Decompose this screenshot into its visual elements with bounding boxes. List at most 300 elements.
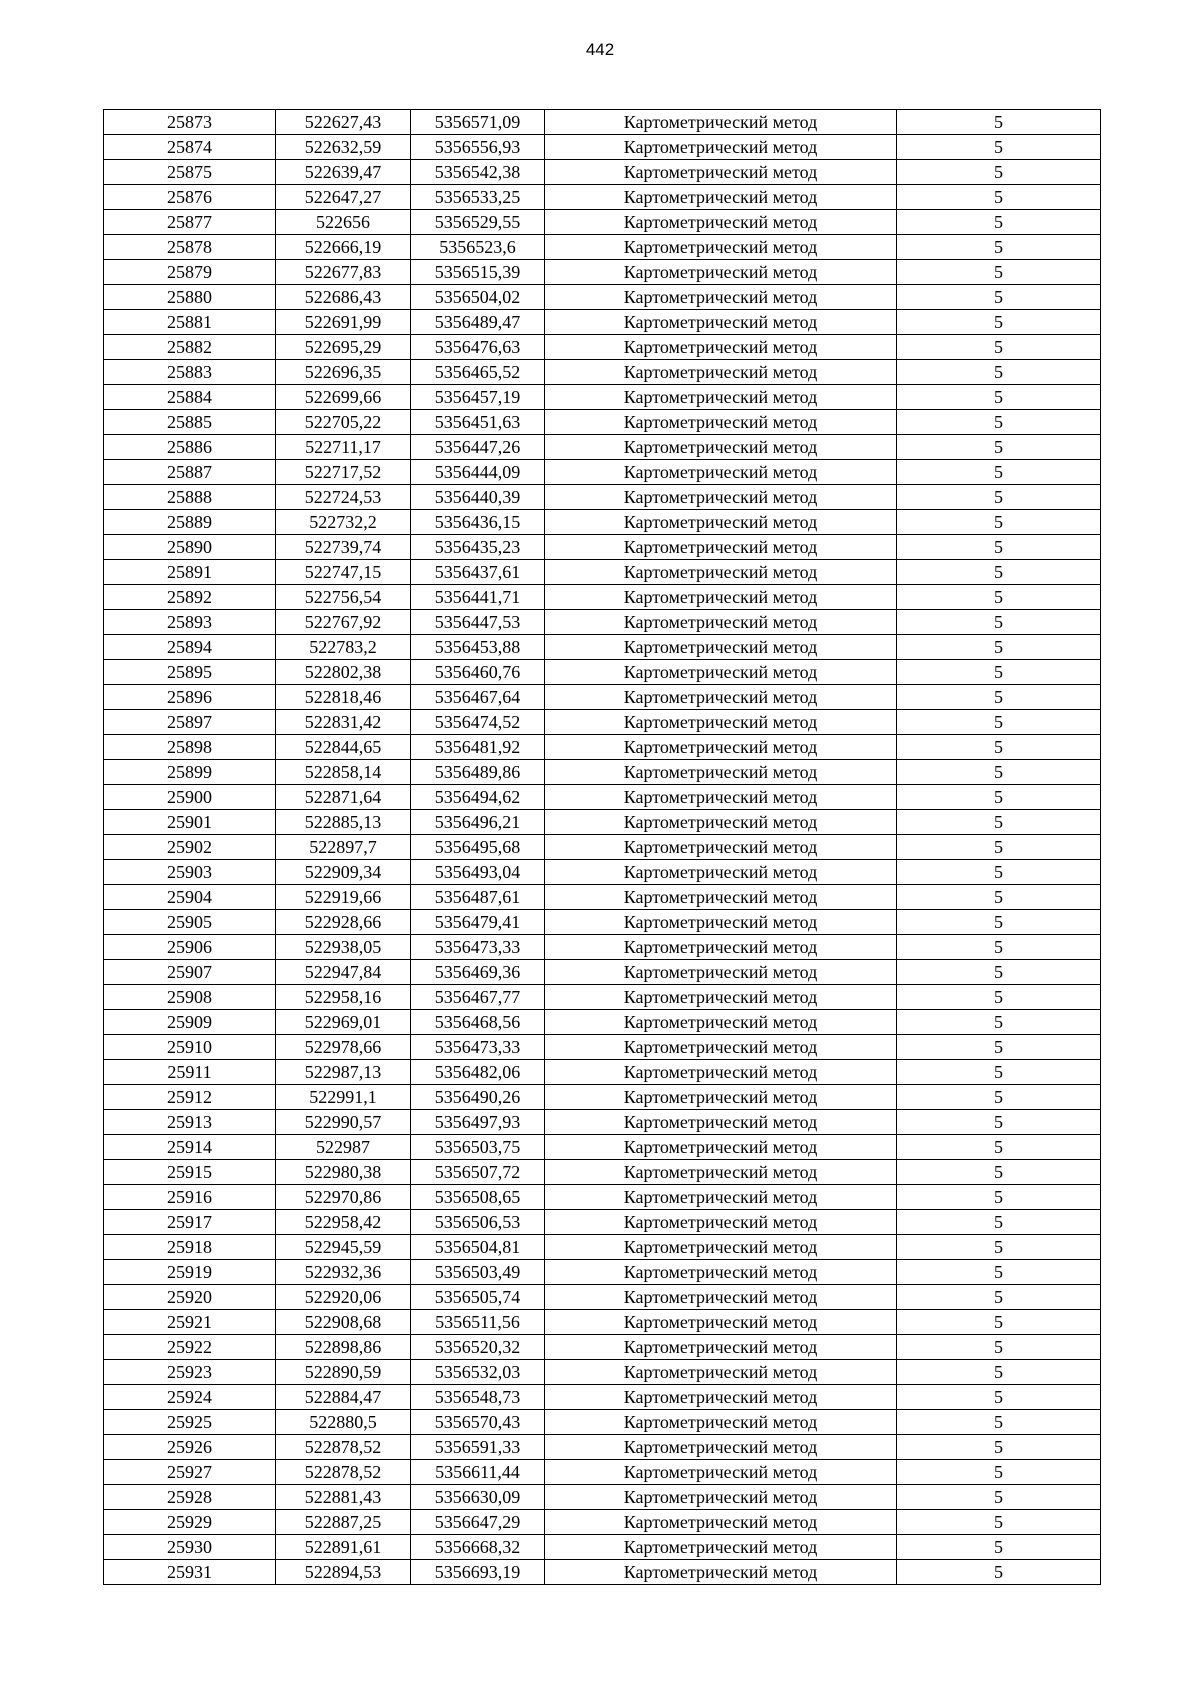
table-row: [104, 885, 1101, 910]
accuracy-cell: 5: [897, 1210, 1101, 1235]
y-coordinate-cell: 5356487,61: [411, 885, 545, 910]
y-coordinate-cell: 5356489,86: [411, 760, 545, 785]
x-coordinate-cell: 522898,86: [276, 1335, 411, 1360]
method-cell: Картометрический метод: [545, 1085, 897, 1110]
y-coordinate-cell: 5356570,43: [411, 1410, 545, 1435]
method-cell: Картометрический метод: [545, 710, 897, 735]
x-coordinate-cell: 522991,1: [276, 1085, 411, 1110]
point-number-cell: 25908: [104, 985, 276, 1010]
x-coordinate-cell: 522627,43: [276, 110, 411, 135]
x-coordinate-cell: 522639,47: [276, 160, 411, 185]
y-coordinate-cell: 5356556,93: [411, 135, 545, 160]
point-number-cell: 25895: [104, 660, 276, 685]
point-number-cell: 25920: [104, 1285, 276, 1310]
method-cell: Картометрический метод: [545, 1260, 897, 1285]
table-row: [104, 135, 1101, 160]
y-coordinate-cell: 5356507,72: [411, 1160, 545, 1185]
accuracy-cell: 5: [897, 1185, 1101, 1210]
method-cell: Картометрический метод: [545, 535, 897, 560]
x-coordinate-cell: 522938,05: [276, 935, 411, 960]
table-row: [104, 1135, 1101, 1160]
accuracy-cell: 5: [897, 185, 1101, 210]
table-row: [104, 1010, 1101, 1035]
y-coordinate-cell: 5356571,09: [411, 110, 545, 135]
x-coordinate-cell: 522885,13: [276, 810, 411, 835]
method-cell: Картометрический метод: [545, 1110, 897, 1135]
point-number-cell: 25880: [104, 285, 276, 310]
point-number-cell: 25877: [104, 210, 276, 235]
table-row: [104, 185, 1101, 210]
x-coordinate-cell: 522980,38: [276, 1160, 411, 1185]
x-coordinate-cell: 522724,53: [276, 485, 411, 510]
x-coordinate-cell: 522891,61: [276, 1535, 411, 1560]
x-coordinate-cell: 522897,7: [276, 835, 411, 860]
point-number-cell: 25891: [104, 560, 276, 585]
point-number-cell: 25928: [104, 1485, 276, 1510]
point-number-cell: 25898: [104, 735, 276, 760]
table-row: [104, 1310, 1101, 1335]
x-coordinate-cell: 522884,47: [276, 1385, 411, 1410]
accuracy-cell: 5: [897, 110, 1101, 135]
accuracy-cell: 5: [897, 1385, 1101, 1410]
table-row: [104, 1035, 1101, 1060]
point-number-cell: 25924: [104, 1385, 276, 1410]
x-coordinate-cell: 522887,25: [276, 1510, 411, 1535]
y-coordinate-cell: 5356503,49: [411, 1260, 545, 1285]
x-coordinate-cell: 522990,57: [276, 1110, 411, 1135]
accuracy-cell: 5: [897, 460, 1101, 485]
y-coordinate-cell: 5356504,81: [411, 1235, 545, 1260]
accuracy-cell: 5: [897, 1285, 1101, 1310]
x-coordinate-cell: 522739,74: [276, 535, 411, 560]
method-cell: Картометрический метод: [545, 1235, 897, 1260]
page-number: 442: [585, 40, 615, 59]
x-coordinate-cell: 522920,06: [276, 1285, 411, 1310]
y-coordinate-cell: 5356506,53: [411, 1210, 545, 1235]
y-coordinate-cell: 5356467,64: [411, 685, 545, 710]
x-coordinate-cell: 522909,34: [276, 860, 411, 885]
x-coordinate-cell: 522632,59: [276, 135, 411, 160]
method-cell: Картометрический метод: [545, 110, 897, 135]
method-cell: Картометрический метод: [545, 910, 897, 935]
y-coordinate-cell: 5356504,02: [411, 285, 545, 310]
accuracy-cell: 5: [897, 260, 1101, 285]
table-row: [104, 585, 1101, 610]
accuracy-cell: 5: [897, 1160, 1101, 1185]
accuracy-cell: 5: [897, 1335, 1101, 1360]
table-row: [104, 735, 1101, 760]
method-cell: Картометрический метод: [545, 1410, 897, 1435]
method-cell: Картометрический метод: [545, 1435, 897, 1460]
accuracy-cell: 5: [897, 860, 1101, 885]
accuracy-cell: 5: [897, 735, 1101, 760]
x-coordinate-cell: 522987,13: [276, 1060, 411, 1085]
y-coordinate-cell: 5356495,68: [411, 835, 545, 860]
method-cell: Картометрический метод: [545, 1335, 897, 1360]
x-coordinate-cell: 522958,16: [276, 985, 411, 1010]
y-coordinate-cell: 5356453,88: [411, 635, 545, 660]
y-coordinate-cell: 5356508,65: [411, 1185, 545, 1210]
point-number-cell: 25878: [104, 235, 276, 260]
method-cell: Картометрический метод: [545, 435, 897, 460]
y-coordinate-cell: 5356473,33: [411, 935, 545, 960]
table-row: [104, 985, 1101, 1010]
accuracy-cell: 5: [897, 1235, 1101, 1260]
point-number-cell: 25910: [104, 1035, 276, 1060]
point-number-cell: 25927: [104, 1460, 276, 1485]
method-cell: Картометрический метод: [545, 160, 897, 185]
point-number-cell: 25926: [104, 1435, 276, 1460]
table-row: [104, 635, 1101, 660]
method-cell: Картометрический метод: [545, 385, 897, 410]
x-coordinate-cell: 522767,92: [276, 610, 411, 635]
x-coordinate-cell: 522880,5: [276, 1410, 411, 1435]
y-coordinate-cell: 5356630,09: [411, 1485, 545, 1510]
method-cell: Картометрический метод: [545, 760, 897, 785]
x-coordinate-cell: 522711,17: [276, 435, 411, 460]
x-coordinate-cell: 522647,27: [276, 185, 411, 210]
accuracy-cell: 5: [897, 1360, 1101, 1385]
point-number-cell: 25907: [104, 960, 276, 985]
table-row: [104, 285, 1101, 310]
accuracy-cell: 5: [897, 960, 1101, 985]
x-coordinate-cell: 522695,29: [276, 335, 411, 360]
point-number-cell: 25900: [104, 785, 276, 810]
accuracy-cell: 5: [897, 535, 1101, 560]
x-coordinate-cell: 522871,64: [276, 785, 411, 810]
x-coordinate-cell: 522756,54: [276, 585, 411, 610]
x-coordinate-cell: 522691,99: [276, 310, 411, 335]
accuracy-cell: 5: [897, 1435, 1101, 1460]
accuracy-cell: 5: [897, 660, 1101, 685]
x-coordinate-cell: 522919,66: [276, 885, 411, 910]
point-number-cell: 25892: [104, 585, 276, 610]
accuracy-cell: 5: [897, 910, 1101, 935]
accuracy-cell: 5: [897, 785, 1101, 810]
method-cell: Картометрический метод: [545, 1535, 897, 1560]
accuracy-cell: 5: [897, 1560, 1101, 1585]
x-coordinate-cell: 522970,86: [276, 1185, 411, 1210]
point-number-cell: 25893: [104, 610, 276, 635]
accuracy-cell: 5: [897, 510, 1101, 535]
table-row: [104, 360, 1101, 385]
y-coordinate-cell: 5356489,47: [411, 310, 545, 335]
method-cell: Картометрический метод: [545, 485, 897, 510]
y-coordinate-cell: 5356490,26: [411, 1085, 545, 1110]
accuracy-cell: 5: [897, 1310, 1101, 1335]
table-row: [104, 260, 1101, 285]
accuracy-cell: 5: [897, 685, 1101, 710]
point-number-cell: 25916: [104, 1185, 276, 1210]
y-coordinate-cell: 5356468,56: [411, 1010, 545, 1035]
table-row: [104, 710, 1101, 735]
method-cell: Картометрический метод: [545, 360, 897, 385]
table-row: [104, 910, 1101, 935]
y-coordinate-cell: 5356520,32: [411, 1335, 545, 1360]
method-cell: Картометрический метод: [545, 335, 897, 360]
accuracy-cell: 5: [897, 835, 1101, 860]
point-number-cell: 25914: [104, 1135, 276, 1160]
x-coordinate-cell: 522818,46: [276, 685, 411, 710]
table-row: [104, 785, 1101, 810]
method-cell: Картометрический метод: [545, 410, 897, 435]
y-coordinate-cell: 5356494,62: [411, 785, 545, 810]
table-row: [104, 510, 1101, 535]
point-number-cell: 25882: [104, 335, 276, 360]
table-row: [104, 385, 1101, 410]
y-coordinate-cell: 5356533,25: [411, 185, 545, 210]
accuracy-cell: 5: [897, 135, 1101, 160]
accuracy-cell: 5: [897, 585, 1101, 610]
accuracy-cell: 5: [897, 410, 1101, 435]
method-cell: Картометрический метод: [545, 635, 897, 660]
y-coordinate-cell: 5356444,09: [411, 460, 545, 485]
method-cell: Картометрический метод: [545, 1310, 897, 1335]
accuracy-cell: 5: [897, 285, 1101, 310]
table-row: [104, 1460, 1101, 1485]
x-coordinate-cell: 522696,35: [276, 360, 411, 385]
x-coordinate-cell: 522894,53: [276, 1560, 411, 1585]
accuracy-cell: 5: [897, 885, 1101, 910]
y-coordinate-cell: 5356515,39: [411, 260, 545, 285]
method-cell: Картометрический метод: [545, 810, 897, 835]
y-coordinate-cell: 5356497,93: [411, 1110, 545, 1135]
x-coordinate-cell: 522881,43: [276, 1485, 411, 1510]
point-number-cell: 25909: [104, 1010, 276, 1035]
accuracy-cell: 5: [897, 985, 1101, 1010]
x-coordinate-cell: 522686,43: [276, 285, 411, 310]
method-cell: Картометрический метод: [545, 660, 897, 685]
accuracy-cell: 5: [897, 810, 1101, 835]
method-cell: Картометрический метод: [545, 510, 897, 535]
table-row: [104, 1285, 1101, 1310]
y-coordinate-cell: 5356542,38: [411, 160, 545, 185]
y-coordinate-cell: 5356451,63: [411, 410, 545, 435]
table-row: [104, 160, 1101, 185]
point-number-cell: 25876: [104, 185, 276, 210]
method-cell: Картометрический метод: [545, 1135, 897, 1160]
method-cell: Картометрический метод: [545, 210, 897, 235]
table-row: [104, 1385, 1101, 1410]
method-cell: Картометрический метод: [545, 185, 897, 210]
y-coordinate-cell: 5356469,36: [411, 960, 545, 985]
y-coordinate-cell: 5356503,75: [411, 1135, 545, 1160]
table-row: [104, 1260, 1101, 1285]
point-number-cell: 25919: [104, 1260, 276, 1285]
x-coordinate-cell: 522932,36: [276, 1260, 411, 1285]
table-row: [104, 1160, 1101, 1185]
y-coordinate-cell: 5356465,52: [411, 360, 545, 385]
point-number-cell: 25904: [104, 885, 276, 910]
accuracy-cell: 5: [897, 1035, 1101, 1060]
accuracy-cell: 5: [897, 610, 1101, 635]
table-row: [104, 335, 1101, 360]
table-row: [104, 960, 1101, 985]
y-coordinate-cell: 5356647,29: [411, 1510, 545, 1535]
accuracy-cell: 5: [897, 1085, 1101, 1110]
point-number-cell: 25888: [104, 485, 276, 510]
x-coordinate-cell: 522969,01: [276, 1010, 411, 1035]
y-coordinate-cell: 5356474,52: [411, 710, 545, 735]
accuracy-cell: 5: [897, 435, 1101, 460]
x-coordinate-cell: 522844,65: [276, 735, 411, 760]
method-cell: Картометрический метод: [545, 860, 897, 885]
y-coordinate-cell: 5356493,04: [411, 860, 545, 885]
point-number-cell: 25902: [104, 835, 276, 860]
y-coordinate-cell: 5356611,44: [411, 1460, 545, 1485]
coordinates-table: [103, 109, 1101, 1585]
method-cell: Картометрический метод: [545, 1560, 897, 1585]
x-coordinate-cell: 522945,59: [276, 1235, 411, 1260]
x-coordinate-cell: 522699,66: [276, 385, 411, 410]
y-coordinate-cell: 5356523,6: [411, 235, 545, 260]
method-cell: Картометрический метод: [545, 460, 897, 485]
method-cell: Картометрический метод: [545, 235, 897, 260]
x-coordinate-cell: 522978,66: [276, 1035, 411, 1060]
point-number-cell: 25894: [104, 635, 276, 660]
accuracy-cell: 5: [897, 1485, 1101, 1510]
accuracy-cell: 5: [897, 335, 1101, 360]
point-number-cell: 25890: [104, 535, 276, 560]
x-coordinate-cell: 522783,2: [276, 635, 411, 660]
point-number-cell: 25921: [104, 1310, 276, 1335]
point-number-cell: 25886: [104, 435, 276, 460]
accuracy-cell: 5: [897, 935, 1101, 960]
y-coordinate-cell: 5356511,56: [411, 1310, 545, 1335]
y-coordinate-cell: 5356505,74: [411, 1285, 545, 1310]
y-coordinate-cell: 5356482,06: [411, 1060, 545, 1085]
y-coordinate-cell: 5356447,26: [411, 435, 545, 460]
method-cell: Картометрический метод: [545, 935, 897, 960]
table-row: [104, 835, 1101, 860]
point-number-cell: 25931: [104, 1560, 276, 1585]
point-number-cell: 25929: [104, 1510, 276, 1535]
method-cell: Картометрический метод: [545, 560, 897, 585]
table-row: [104, 1485, 1101, 1510]
method-cell: Картометрический метод: [545, 1060, 897, 1085]
y-coordinate-cell: 5356441,71: [411, 585, 545, 610]
table-row: [104, 1110, 1101, 1135]
point-number-cell: 25930: [104, 1535, 276, 1560]
x-coordinate-cell: 522947,84: [276, 960, 411, 985]
point-number-cell: 25915: [104, 1160, 276, 1185]
x-coordinate-cell: 522878,52: [276, 1460, 411, 1485]
y-coordinate-cell: 5356467,77: [411, 985, 545, 1010]
method-cell: Картометрический метод: [545, 1360, 897, 1385]
accuracy-cell: 5: [897, 1010, 1101, 1035]
accuracy-cell: 5: [897, 160, 1101, 185]
table-row: [104, 935, 1101, 960]
table-row: [104, 760, 1101, 785]
accuracy-cell: 5: [897, 310, 1101, 335]
accuracy-cell: 5: [897, 1535, 1101, 1560]
method-cell: Картометрический метод: [545, 310, 897, 335]
table-row: [104, 1335, 1101, 1360]
y-coordinate-cell: 5356532,03: [411, 1360, 545, 1385]
x-coordinate-cell: 522747,15: [276, 560, 411, 585]
point-number-cell: 25889: [104, 510, 276, 535]
method-cell: Картометрический метод: [545, 785, 897, 810]
method-cell: Картометрический метод: [545, 1185, 897, 1210]
table-row: [104, 560, 1101, 585]
y-coordinate-cell: 5356529,55: [411, 210, 545, 235]
accuracy-cell: 5: [897, 385, 1101, 410]
table-row: [104, 1535, 1101, 1560]
y-coordinate-cell: 5356668,32: [411, 1535, 545, 1560]
table-row: [104, 1185, 1101, 1210]
x-coordinate-cell: 522666,19: [276, 235, 411, 260]
x-coordinate-cell: 522656: [276, 210, 411, 235]
x-coordinate-cell: 522677,83: [276, 260, 411, 285]
x-coordinate-cell: 522890,59: [276, 1360, 411, 1385]
table-row: [104, 110, 1101, 135]
table-row: [104, 1410, 1101, 1435]
table-row: [104, 1060, 1101, 1085]
y-coordinate-cell: 5356496,21: [411, 810, 545, 835]
accuracy-cell: 5: [897, 710, 1101, 735]
x-coordinate-cell: 522928,66: [276, 910, 411, 935]
y-coordinate-cell: 5356479,41: [411, 910, 545, 935]
accuracy-cell: 5: [897, 635, 1101, 660]
method-cell: Картометрический метод: [545, 1210, 897, 1235]
table-body: [104, 110, 1101, 1585]
y-coordinate-cell: 5356548,73: [411, 1385, 545, 1410]
y-coordinate-cell: 5356437,61: [411, 560, 545, 585]
table-row: [104, 1085, 1101, 1110]
point-number-cell: 25903: [104, 860, 276, 885]
accuracy-cell: 5: [897, 235, 1101, 260]
table-row: [104, 485, 1101, 510]
point-number-cell: 25899: [104, 760, 276, 785]
table-row: [104, 810, 1101, 835]
accuracy-cell: 5: [897, 210, 1101, 235]
table-row: [104, 1560, 1101, 1585]
accuracy-cell: 5: [897, 560, 1101, 585]
table-row: [104, 610, 1101, 635]
accuracy-cell: 5: [897, 1260, 1101, 1285]
table-row: [104, 660, 1101, 685]
table-row: [104, 410, 1101, 435]
x-coordinate-cell: 522858,14: [276, 760, 411, 785]
table-row: [104, 1510, 1101, 1535]
point-number-cell: 25874: [104, 135, 276, 160]
accuracy-cell: 5: [897, 1410, 1101, 1435]
point-number-cell: 25913: [104, 1110, 276, 1135]
method-cell: Картометрический метод: [545, 835, 897, 860]
x-coordinate-cell: 522987: [276, 1135, 411, 1160]
table-row: [104, 210, 1101, 235]
method-cell: Картометрический метод: [545, 1160, 897, 1185]
point-number-cell: 25885: [104, 410, 276, 435]
method-cell: Картометрический метод: [545, 1385, 897, 1410]
y-coordinate-cell: 5356435,23: [411, 535, 545, 560]
x-coordinate-cell: 522705,22: [276, 410, 411, 435]
accuracy-cell: 5: [897, 1510, 1101, 1535]
point-number-cell: 25883: [104, 360, 276, 385]
method-cell: Картометрический метод: [545, 1460, 897, 1485]
point-number-cell: 25875: [104, 160, 276, 185]
table-row: [104, 1360, 1101, 1385]
method-cell: Картометрический метод: [545, 960, 897, 985]
x-coordinate-cell: 522831,42: [276, 710, 411, 735]
y-coordinate-cell: 5356460,76: [411, 660, 545, 685]
point-number-cell: 25925: [104, 1410, 276, 1435]
table-row: [104, 310, 1101, 335]
point-number-cell: 25911: [104, 1060, 276, 1085]
table-row: [104, 435, 1101, 460]
method-cell: Картометрический метод: [545, 685, 897, 710]
point-number-cell: 25905: [104, 910, 276, 935]
